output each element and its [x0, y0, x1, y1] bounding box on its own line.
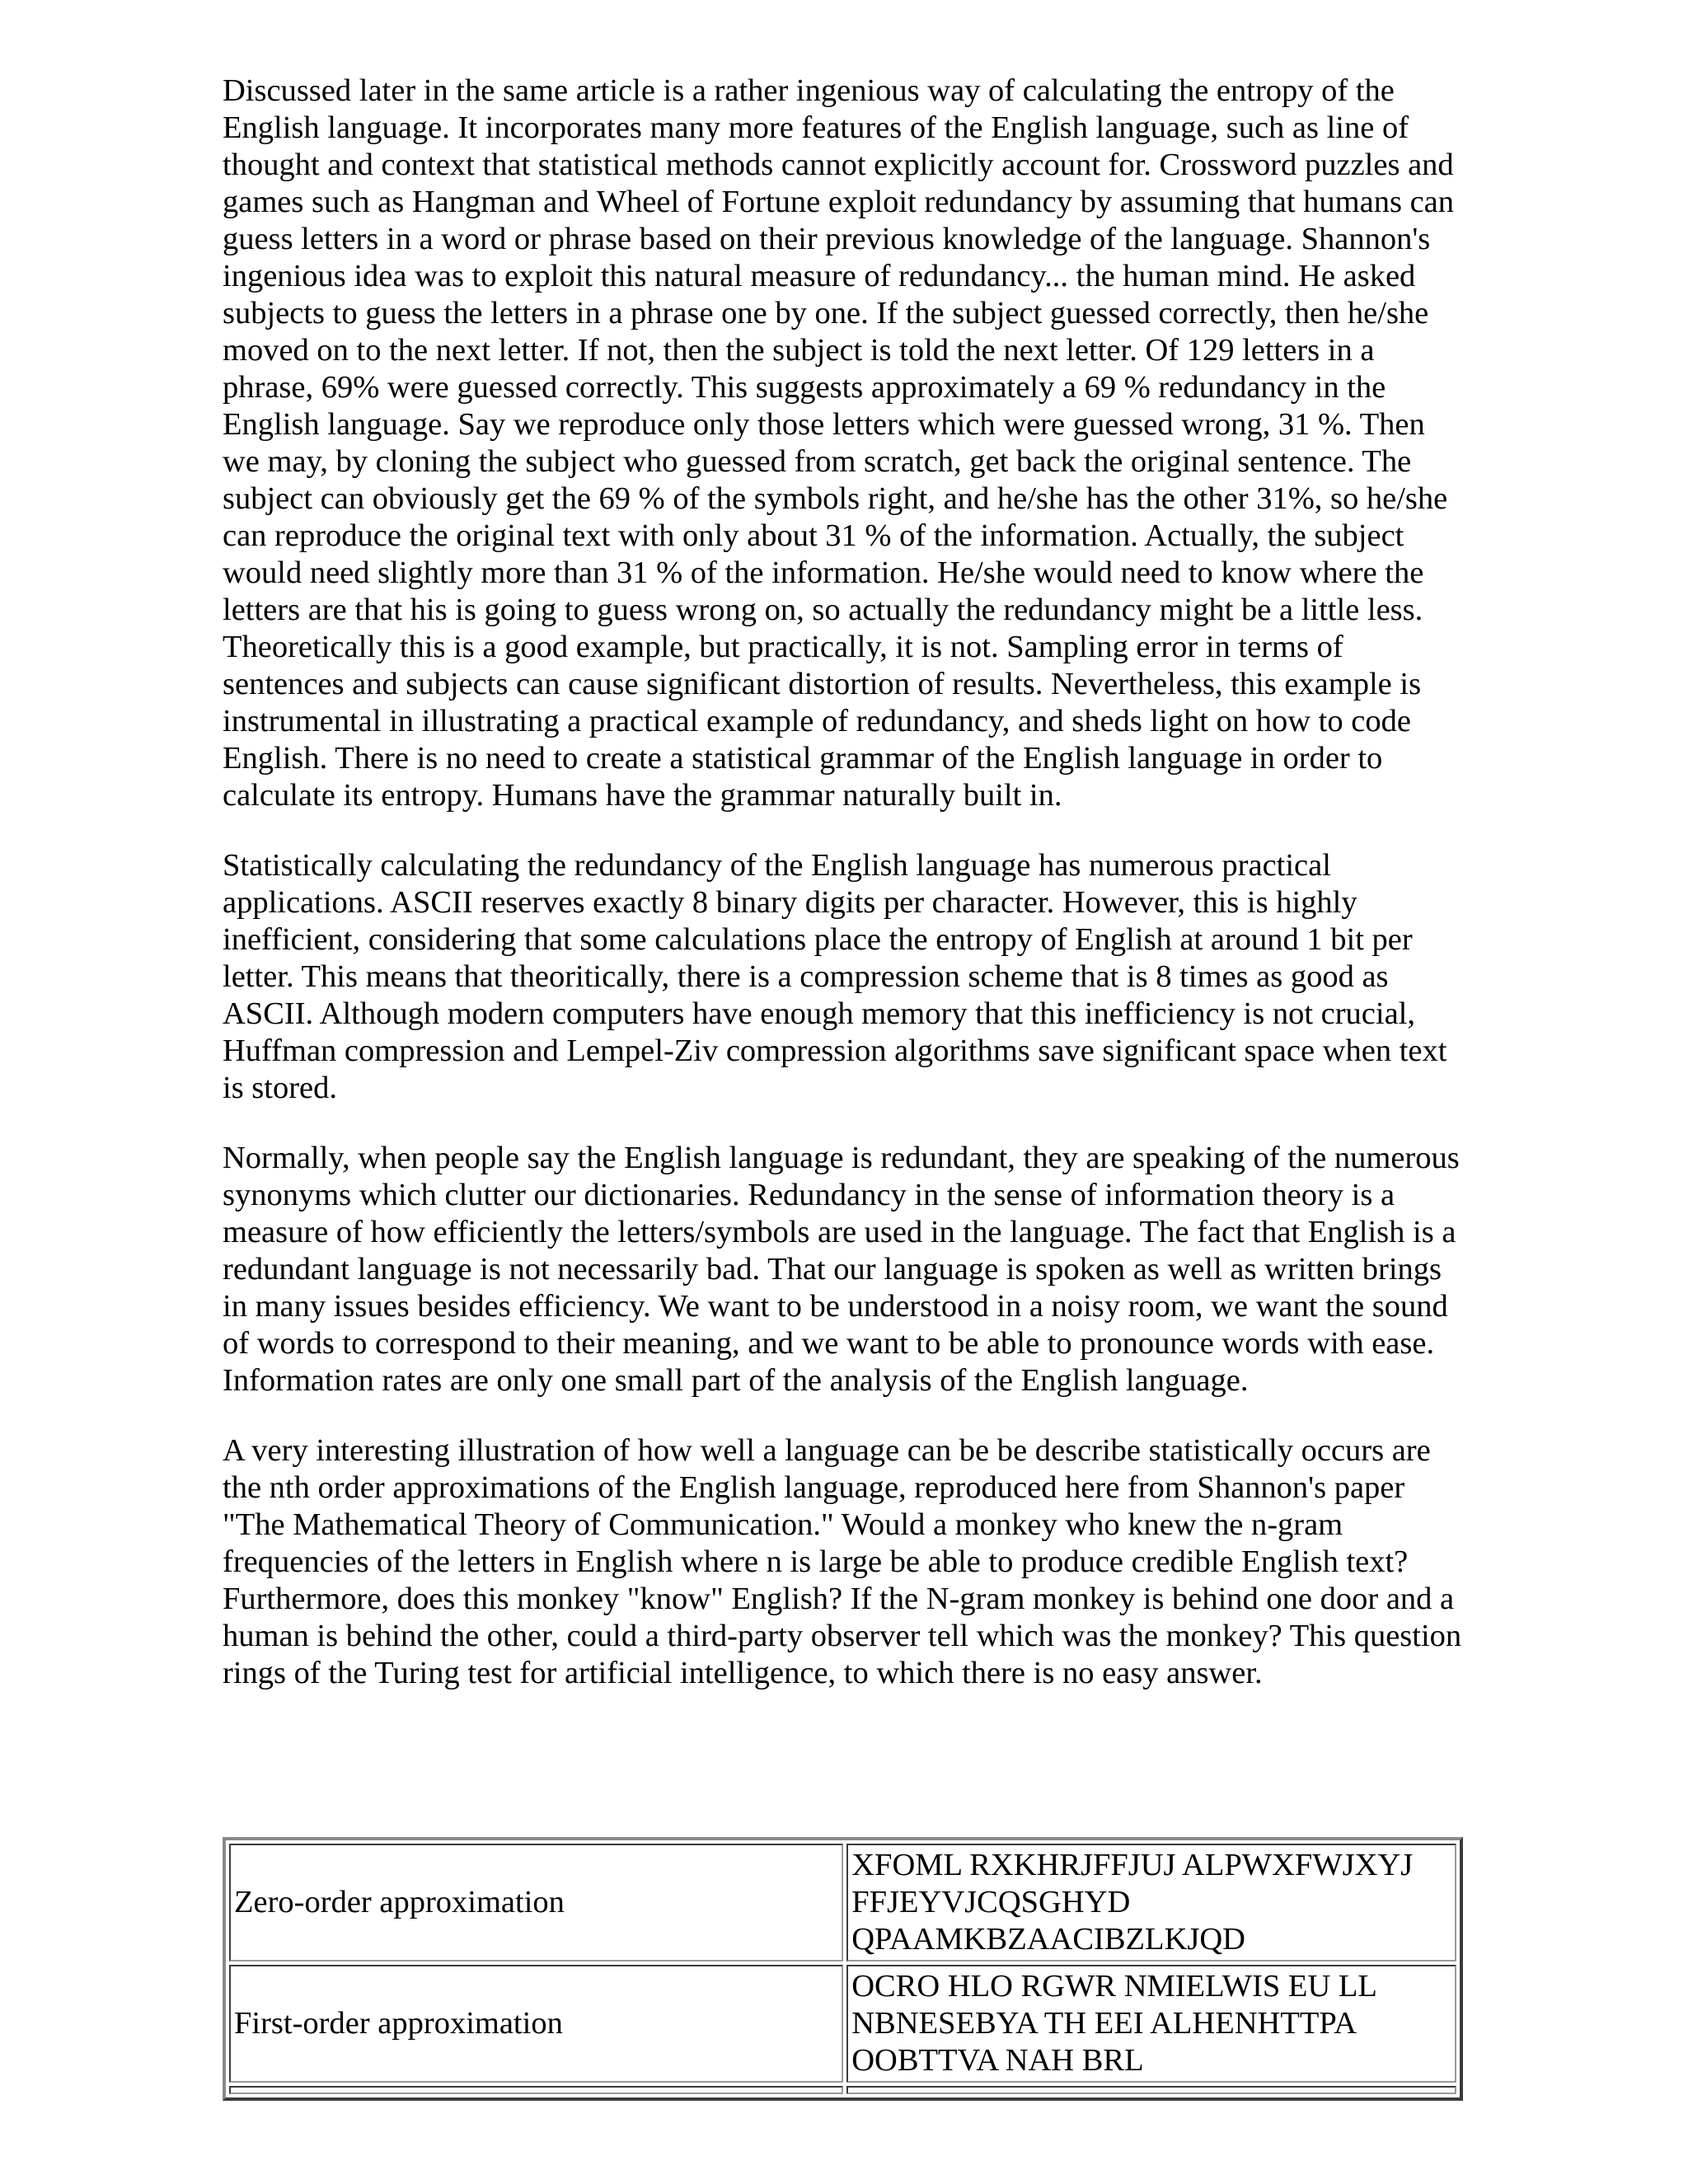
- table-cell-empty: [229, 2086, 843, 2094]
- approximation-label: Zero-order approximation: [229, 1844, 843, 1961]
- paragraph-entropy-guessing: Discussed later in the same article is a rather ingenious way of calculating the entropy of the English language. It incorporates many more features of the English language, such as line of thought and context that statistical methods cannot explicitly account for. Crossword puzzles and games such as Hangman and Wheel of Fortune exploit redundancy by assuming that humans can guess letters in a word or phrase based on their previous knowledge of the language. Shannon's ingenious idea was to exploit this natural measure of redundancy... the human mind. He asked subjects to guess the letters in a phrase one by one. If the subject guessed correctly, then he/she moved on to the next letter. If not, then the subject is told the next letter. Of 129 letters in a phrase, 69% were guessed correctly. This suggests approximately a 69 % redundancy in the English language. Say we reproduce only those letters which were guessed wrong, 31 %. Then we may, by cloning the subject who guessed from scratch, get back the original sentence. The subject can obviously get the 69 % of the symbols right, and he/she has the other 31%, so he/she can reproduce the original text with only about 31 % of the information. Actually, the subject would need slightly more than 31 % of the information. He/she would need to know where the letters are that his is going to guess wrong on, so actually the redundancy might be a little less. Theoretically this is a good example, but practically, it is not. Sampling error in terms of sentences and subjects can cause significant distortion of results. Nevertheless, this example is instrumental in illustrating a practical example of redundancy, and sheds light on how to code English. There is no need to create a statistical grammar of the English language in order to calculate its entropy. Humans have the grammar naturally built in.: [223, 73, 1454, 813]
- table-cell-empty: [846, 2086, 1456, 2094]
- approximation-label: First-order approximation: [229, 1965, 843, 2083]
- table-row: [229, 1844, 1456, 1961]
- paragraph-nth-order-approximations: A very interesting illustration of how well a language can be be describe statistically occurs are the nth order approximations of the English language, reproduced here from Shannon's paper "The Mathematical Theory of Communication." Would a monkey who knew the n-gram frequencies of the letters in English where n is large be able to produce credible English text? Furthermore, does this monkey "know" English? If the N-gram monkey is behind one door and a human is behind the other, could a third-party observer tell which was the monkey? This question rings of the Turing test for artificial intelligence, to which there is no easy answer.: [223, 1433, 1462, 1690]
- table-row-partial: [229, 2086, 1456, 2094]
- table-row: [229, 1965, 1456, 2083]
- paragraph-redundancy-meaning: Normally, when people say the English language is redundant, they are speaking of the numerous synonyms which clutter our dictionaries. Redundancy in the sense of information theory is a measure of how efficiently the letters/symbols are used in the language. The fact that English is a redundant language is not necessarily bad. That our language is spoken as well as written brings in many issues besides efficiency. We want to be understood in a noisy room, we want the sound of words to correspond to their meaning, and we want to be able to pronounce words with ease. Information rates are only one small part of the analysis of the English language.: [223, 1141, 1460, 1398]
- approximation-sample: XFOML RXKHRJFFJUJ ALPWXFWJXYJ FFJEYVJCQSGHYD QPAAMKBZAACIBZLKJQD: [846, 1844, 1456, 1961]
- article-body: [223, 73, 1467, 1725]
- page-bottom-edge: [0, 2143, 1688, 2184]
- approximation-sample: OCRO HLO RGWR NMIELWIS EU LL NBNESEBYA TH EEI ALHENHTTPA OOBTTVA NAH BRL: [846, 1965, 1456, 2083]
- paragraph-ascii-compression: Statistically calculating the redundancy of the English language has numerous practical applications. ASCII reserves exactly 8 binary digits per character. However, this is highly inefficient, considering that some calculations place the entropy of English at around 1 bit per letter. This means that theoritically, there is a compression scheme that is 8 times as good as ASCII. Although modern computers have enough memory that this inefficiency is not crucial, Huffman compression and Lempel-Ziv compression algorithms save significant space when text is stored.: [223, 848, 1447, 1105]
- approximation-table: [223, 1837, 1463, 2101]
